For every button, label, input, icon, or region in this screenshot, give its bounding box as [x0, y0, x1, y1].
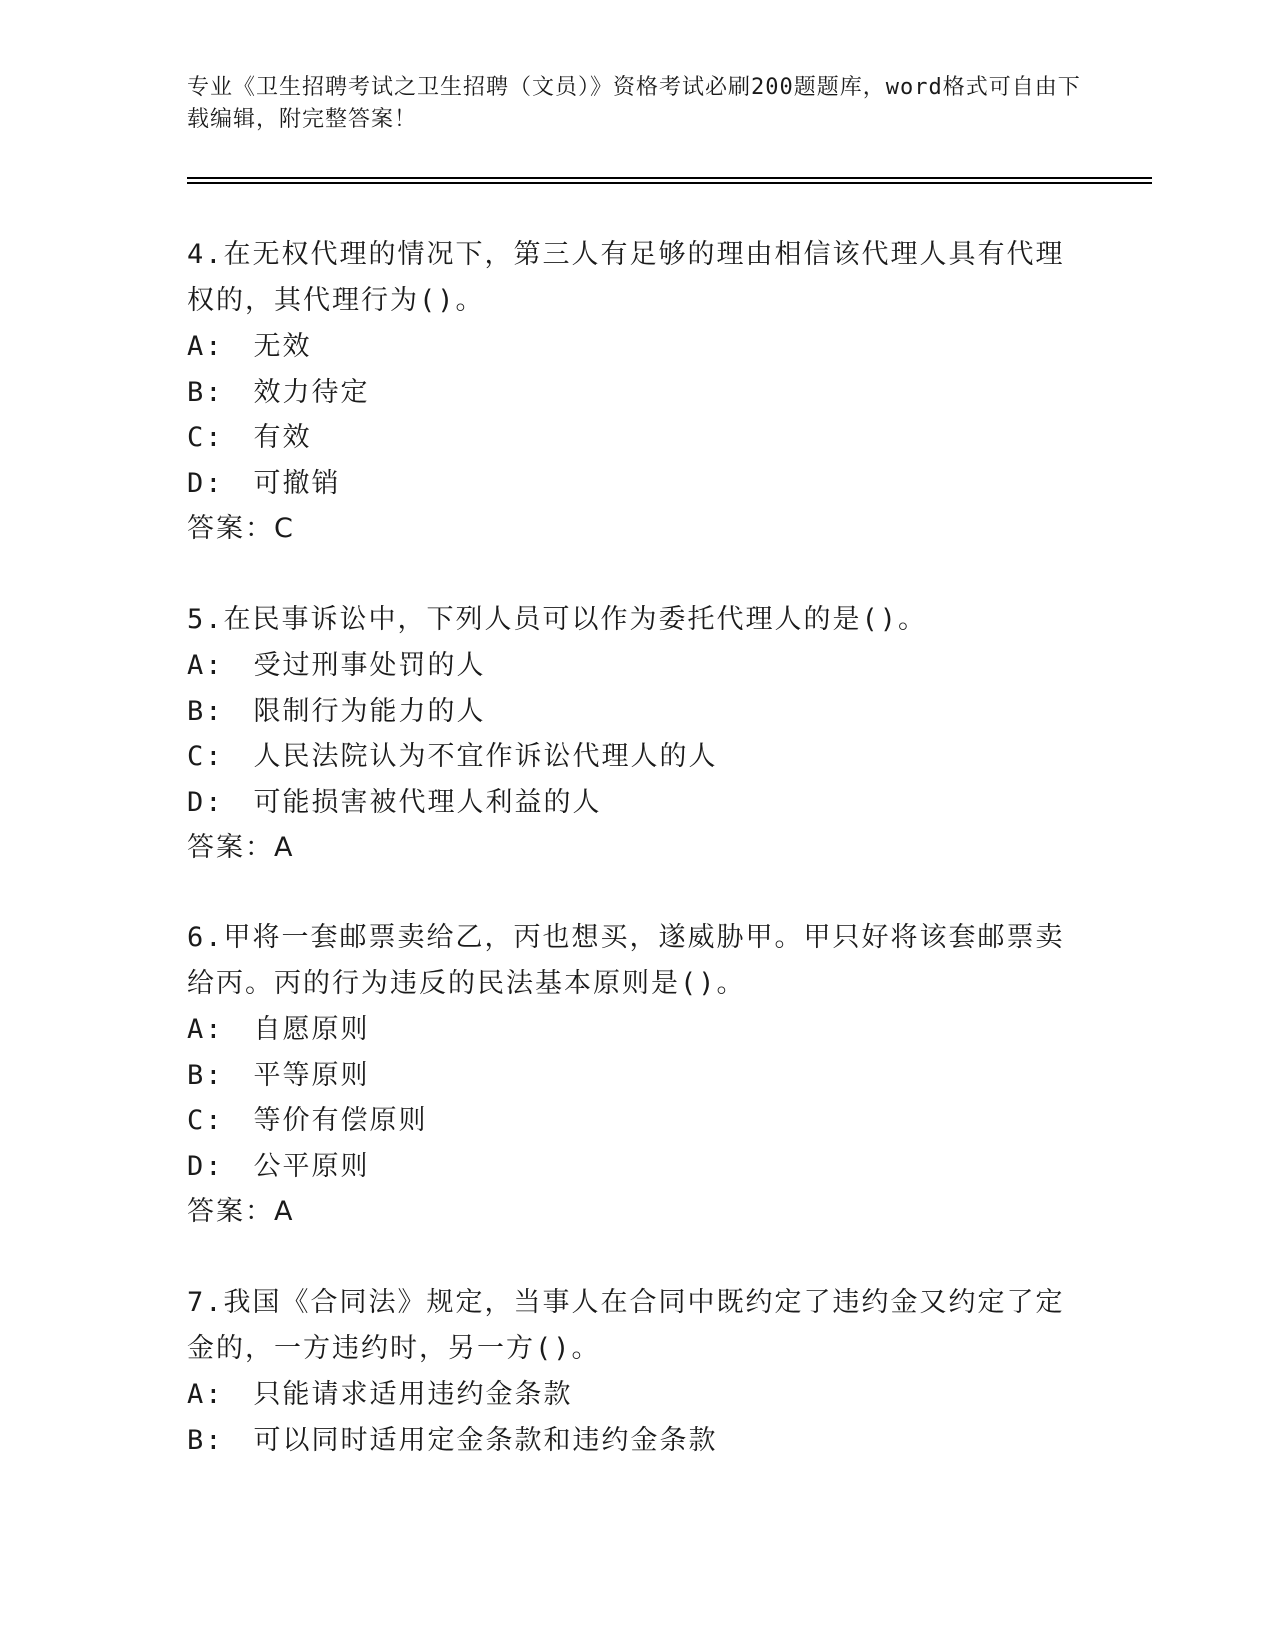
option-letter: D:	[187, 467, 224, 499]
question-stem: 5.在民事诉讼中，下列人员可以作为委托代理人的是()。	[187, 604, 928, 635]
option-text: 平等原则	[253, 1059, 370, 1091]
option-text: 无效	[253, 331, 312, 362]
option-a	[187, 643, 1067, 689]
option-c	[187, 1098, 1067, 1144]
option-text: 人民法院认为不宜作诉讼代理人的人	[253, 741, 718, 772]
option-text: 受过刑事处罚的人	[253, 650, 486, 681]
answer-label: 答案：C	[187, 513, 295, 544]
option-d	[187, 461, 1067, 507]
option-b	[187, 689, 1067, 735]
option-text: 自愿原则	[253, 1014, 370, 1045]
option-text: 限制行为能力的人	[253, 695, 486, 727]
option-letter: C:	[187, 741, 224, 772]
answer-label: 答案：A	[187, 832, 295, 863]
option-letter: B:	[187, 1424, 224, 1456]
option-d	[187, 1144, 1067, 1190]
option-letter: A:	[187, 331, 224, 362]
option-letter: C:	[187, 422, 224, 453]
header-divider-thin	[187, 177, 1152, 179]
option-text: 只能请求适用违约金条款	[253, 1379, 573, 1410]
option-b	[187, 370, 1067, 416]
question-stem: 6.甲将一套邮票卖给乙，丙也想买，遂威胁甲。甲只好将该套邮票卖给丙。丙的行为违反的民法基本原则是()。	[187, 922, 1065, 999]
option-text: 公平原则	[253, 1150, 370, 1182]
question-7	[187, 1280, 1067, 1463]
option-letter: B:	[187, 695, 224, 727]
option-letter: A:	[187, 650, 224, 681]
option-letter: A:	[187, 1014, 224, 1045]
question-4	[187, 232, 1067, 551]
option-letter: C:	[187, 1105, 224, 1136]
question-stem: 4.在无权代理的情况下，第三人有足够的理由相信该代理人具有代理权的，其代理行为()。	[187, 239, 1065, 316]
option-letter: D:	[187, 786, 224, 818]
option-a	[187, 1007, 1067, 1053]
question-5	[187, 597, 1067, 870]
document-header	[187, 72, 1087, 136]
option-a	[187, 1372, 1067, 1418]
answer-label: 答案：A	[187, 1196, 295, 1227]
option-text: 可撤销	[253, 467, 341, 499]
question-6	[187, 915, 1067, 1234]
option-d	[187, 780, 1067, 826]
option-c	[187, 734, 1067, 780]
option-b	[187, 1418, 1067, 1464]
option-letter: A:	[187, 1379, 224, 1410]
option-text: 效力待定	[253, 376, 370, 408]
header-title: 专业《卫生招聘考试之卫生招聘（文员）》资格考试必刷200题题库，word格式可自由下载编辑，附完整答案！	[187, 75, 1081, 132]
option-letter: B:	[187, 376, 224, 408]
option-text: 等价有偿原则	[253, 1105, 428, 1136]
option-text: 可以同时适用定金条款和违约金条款	[253, 1424, 718, 1456]
option-c	[187, 415, 1067, 461]
option-a	[187, 324, 1067, 370]
option-text: 可能损害被代理人利益的人	[253, 786, 602, 818]
option-b	[187, 1053, 1067, 1099]
option-letter: D:	[187, 1150, 224, 1182]
header-divider-thick	[187, 182, 1152, 184]
question-stem: 7.我国《合同法》规定，当事人在合同中既约定了违约金又约定了定金的，一方违约时，另一方()。	[187, 1287, 1065, 1364]
option-letter: B:	[187, 1059, 224, 1091]
option-text: 有效	[253, 422, 312, 453]
